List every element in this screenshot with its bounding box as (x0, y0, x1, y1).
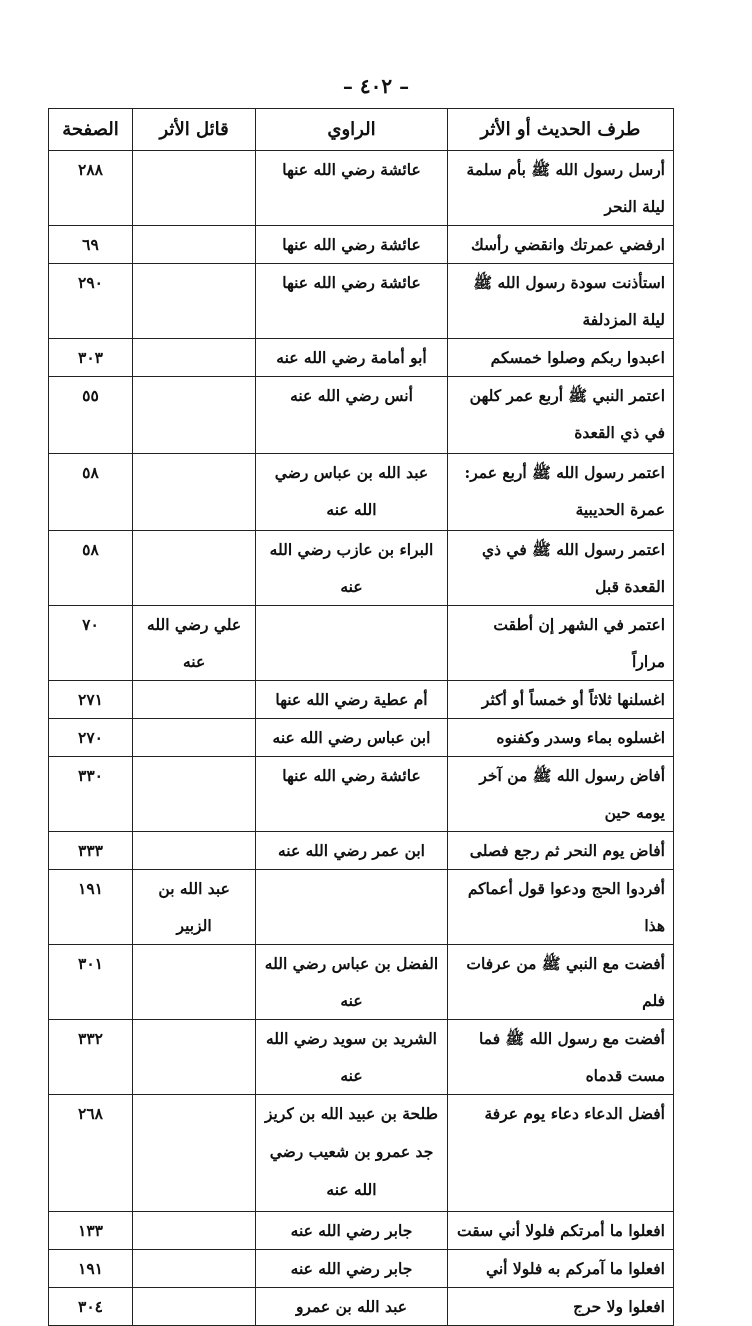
sayer-cell (133, 681, 256, 719)
table-row (49, 757, 674, 832)
page-cell: ٢٨٨ (49, 151, 133, 226)
table-row (49, 1250, 674, 1288)
table-row (49, 870, 674, 945)
page-cell: ٣٠٤ (49, 1288, 133, 1326)
table-row (49, 719, 674, 757)
narrator-cell: ابن عمر رضي الله عنه (256, 832, 448, 870)
narrator-cell: عائشة رضي الله عنها (256, 757, 448, 832)
hadith-cell: أفضت مع رسول الله ﷺ فما مست قدماه (447, 1020, 673, 1095)
hadith-index-table (48, 108, 674, 1326)
narrator-cell: أنس رضي الله عنه (256, 377, 448, 454)
page-cell: ١٩١ (49, 870, 133, 945)
narrator-cell: الفضل بن عباس رضي الله عنه (256, 945, 448, 1020)
page-cell: ٢٦٨ (49, 1095, 133, 1212)
table-row (49, 681, 674, 719)
table-row (49, 339, 674, 377)
narrator-cell: جابر رضي الله عنه (256, 1250, 448, 1288)
sayer-cell (133, 1250, 256, 1288)
narrator-cell: البراء بن عازب رضي الله عنه (256, 531, 448, 606)
sayer-cell (133, 226, 256, 264)
hadith-cell: أرسل رسول الله ﷺ بأم سلمة ليلة النحر (447, 151, 673, 226)
table-row (49, 151, 674, 226)
hadith-cell: اغسلوه بماء وسدر وكفنوه (447, 719, 673, 757)
table-header-row (49, 109, 674, 151)
sayer-cell (133, 531, 256, 606)
table-row (49, 1212, 674, 1250)
narrator-cell: عائشة رضي الله عنها (256, 151, 448, 226)
hadith-cell: افعلوا ما أمرتكم فلولا أني سقت (447, 1212, 673, 1250)
page-cell: ٢٩٠ (49, 264, 133, 339)
narrator-cell: طلحة بن عبيد الله بن كريز جد عمرو بن شعيب رضي الله عنه (256, 1095, 448, 1212)
hadith-cell: أفضت مع النبي ﷺ من عرفات فلم (447, 945, 673, 1020)
header-narrator: الراوي (256, 109, 448, 151)
narrator-cell: عبد الله بن عمرو (256, 1288, 448, 1326)
narrator-cell: أم عطية رضي الله عنها (256, 681, 448, 719)
table-row (49, 1288, 674, 1326)
header-page: الصفحة (49, 109, 133, 151)
table-row (49, 264, 674, 339)
page-cell: ١٣٣ (49, 1212, 133, 1250)
sayer-cell (133, 454, 256, 531)
page-cell: ٣٣٢ (49, 1020, 133, 1095)
narrator-cell: جابر رضي الله عنه (256, 1212, 448, 1250)
page-cell: ٣٠٣ (49, 339, 133, 377)
header-hadith: طرف الحديث أو الأثر (447, 109, 673, 151)
sayer-cell (133, 945, 256, 1020)
sayer-cell (133, 1095, 256, 1212)
hadith-cell: ارفضي عمرتك وانقضي رأسك (447, 226, 673, 264)
hadith-cell: اعتمر رسول الله ﷺ في ذي القعدة قبل (447, 531, 673, 606)
narrator-cell (256, 606, 448, 681)
narrator-cell: عائشة رضي الله عنها (256, 226, 448, 264)
page-cell: ٧٠ (49, 606, 133, 681)
page-cell: ٥٨ (49, 454, 133, 531)
hadith-cell: اعتمر في الشهر إن أطقت مراراً (447, 606, 673, 681)
sayer-cell (133, 832, 256, 870)
page-cell: ٥٨ (49, 531, 133, 606)
table-row (49, 832, 674, 870)
table-row (49, 1020, 674, 1095)
table-row (49, 1095, 674, 1212)
sayer-cell: علي رضي الله عنه (133, 606, 256, 681)
page-cell: ٣٣٠ (49, 757, 133, 832)
table-row (49, 531, 674, 606)
hadith-cell: أفضل الدعاء دعاء يوم عرفة (447, 1095, 673, 1212)
narrator-cell: عبد الله بن عباس رضي الله عنه (256, 454, 448, 531)
hadith-cell: اعتمر النبي ﷺ أربع عمر كلهن في ذي القعدة (447, 377, 673, 454)
sayer-cell (133, 377, 256, 454)
sayer-cell: عبد الله بن الزبير (133, 870, 256, 945)
narrator-cell: الشريد بن سويد رضي الله عنه (256, 1020, 448, 1095)
sayer-cell (133, 1020, 256, 1095)
narrator-cell (256, 870, 448, 945)
sayer-cell (133, 264, 256, 339)
table-row (49, 377, 674, 454)
sayer-cell (133, 151, 256, 226)
hadith-cell: اعتمر رسول الله ﷺ أربع عمر: عمرة الحديبية (447, 454, 673, 531)
header-sayer: قائل الأثر (133, 109, 256, 151)
table-row (49, 606, 674, 681)
hadith-cell: أفردوا الحج ودعوا قول أعماكم هذا (447, 870, 673, 945)
page-cell: ١٩١ (49, 1250, 133, 1288)
table-row (49, 945, 674, 1020)
table-row (49, 226, 674, 264)
sayer-cell (133, 719, 256, 757)
page-cell: ٢٧١ (49, 681, 133, 719)
hadith-cell: أفاض يوم النحر ثم رجع فصلى (447, 832, 673, 870)
narrator-cell: ابن عباس رضي الله عنه (256, 719, 448, 757)
sayer-cell (133, 1212, 256, 1250)
hadith-cell: اغسلنها ثلاثاً أو خمساً أو أكثر (447, 681, 673, 719)
table-row (49, 454, 674, 531)
sayer-cell (133, 757, 256, 832)
hadith-cell: اعبدوا ربكم وصلوا خمسكم (447, 339, 673, 377)
hadith-cell: افعلوا ما آمركم به فلولا أني (447, 1250, 673, 1288)
hadith-cell: افعلوا ولا حرج (447, 1288, 673, 1326)
page-number: – ٤٠٢ – (342, 74, 410, 98)
narrator-cell: عائشة رضي الله عنها (256, 264, 448, 339)
page-cell: ٢٧٠ (49, 719, 133, 757)
page-cell: ٣٣٣ (49, 832, 133, 870)
hadith-cell: استأذنت سودة رسول الله ﷺ ليلة المزدلفة (447, 264, 673, 339)
sayer-cell (133, 1288, 256, 1326)
hadith-cell: أفاض رسول الله ﷺ من آخر يومه حين (447, 757, 673, 832)
page-cell: ٥٥ (49, 377, 133, 454)
page-cell: ٣٠١ (49, 945, 133, 1020)
narrator-cell: أبو أمامة رضي الله عنه (256, 339, 448, 377)
page-cell: ٦٩ (49, 226, 133, 264)
sayer-cell (133, 339, 256, 377)
